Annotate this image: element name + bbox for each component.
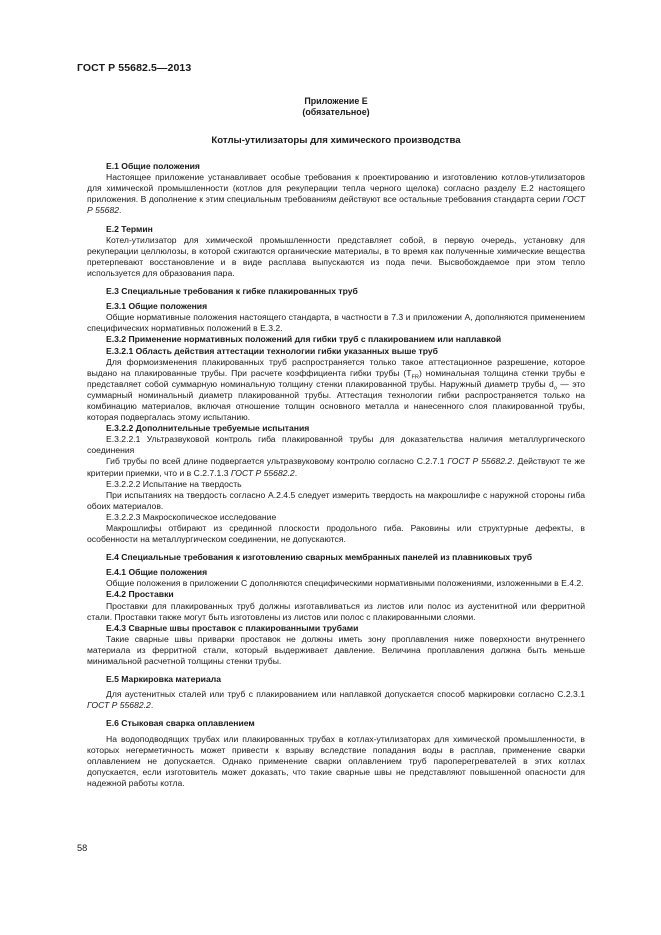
section-heading-e4: Е.4 Специальные требования к изготовлению сварных мембранных панелей из плавниковых труб: [106, 552, 533, 563]
section-heading-e1: Е.1 Общие положения: [106, 161, 200, 172]
subsection-heading-e3-2-1: Е.3.2.1 Область действия аттестации технологии гибки указанных выше труб: [106, 345, 438, 356]
paragraph-e3-2-2-2: При испытаниях на твердость согласно А.2.4.5 следует измерить твердость на макрошлифе с наружной стороны гиба обоих материалов.: [87, 489, 585, 511]
appendix-label: Приложение Е: [304, 96, 368, 106]
document-header: ГОСТ Р 55682.5—2013: [77, 62, 192, 74]
section-heading-e5: Е.5 Маркировка материала: [106, 674, 221, 685]
subsection-heading-e3-2-2: Е.3.2.2 Дополнительные требуемые испытания: [106, 423, 310, 434]
paragraph-e5: Для аустенитных сталей или труб с плакированием или наплавкой допускается способ маркировки согласно С.2.3.1 ГОСТ Р 55682.2.: [87, 689, 585, 711]
paragraph-e3-2-1: Для формоизменения плакированных труб распространяется только такое аттестационное разрешение, которое выдано на плакированные трубы. При расчете коэффициента гибки трубы $(T_{FR})$ номинальная толщина стенки трубы e представляет собой суммарную номинальную толщину стенки плакированной трубы. Наружный диаметр трубы $d_o$ — это суммарный номинальный диаметр плакированной трубы. Аттестация технологии гибки распространяется только на комбинацию материалов, включая отношение толщин основного металла и нанесенного слоя плакированной трубы, которая подвергалась этому испытанию.: [87, 356, 586, 423]
paragraph-e4-3: Такие сварные швы приварки проставок не должны иметь зону проплавления ниже поверхности внутреннего материала из ферритной стали, который выдерживает давление. Величина проплавления должна быть меньше минимальной расчетной толщины стенки трубы.: [87, 633, 585, 667]
paragraph-e3-2-2-1: Гиб трубы по всей длине подвергается ультразвуковому контролю согласно С.2.7.1 ГОСТ Р 55682.2. Действуют те же критерии приемки, что и в С.2.7.1.3 ГОСТ Р 55682.2.: [87, 456, 585, 478]
page-title: Котлы-утилизаторы для химического производства: [211, 135, 461, 147]
page-content: [87, 82, 585, 789]
page-number: 58: [77, 843, 88, 853]
subsection-heading-e4-1: Е.4.1 Общие положения: [106, 567, 208, 578]
standard-reference: ГОСТ Р 55682: [87, 194, 585, 216]
paragraph-e1: Настоящее приложение устанавливает особые требования к проектированию и изготовлению котлов-утилизаторов для химической промышленности (котлов для рекуперации тепла черного щелока) согласно разделу Е.2 настоящего приложения. В дополнение к этим специальным требованиям действуют все остальные требования стандарта серии ГОСТ Р 55682.: [87, 172, 585, 216]
paragraph-e4-1: Общие положения в приложении С дополняются специфическими нормативными положениями, изложенными в Е.4.2.: [106, 578, 584, 589]
section-heading-e6: Е.6 Стыковая сварка оплавлением: [106, 718, 255, 729]
section-heading-e2: Е.2 Термин: [106, 223, 153, 234]
subsection-heading-e4-3: Е.4.3 Сварные швы проставок с плакированными трубами: [106, 622, 359, 633]
paragraph-e6: На водоподводящих трубах или плакированных трубах в котлах-утилизаторах для химической промышленности, в которых негерметичность может привести к взрыву вследствие попадания воды в расплав, применение сварки оплавлением не допускается. Однако применение сварки оплавлением труб пароперегревателей в этих котлах допускается, если изготовитель может доказать, что такие сварные швы не представляют повышенной опасности для надежной работы котла.: [87, 733, 585, 788]
paragraph-e4-2: Проставки для плакированных труб должны изготавливаться из листов или полос из аустенитной или ферритной стали. Проставки также могут быть изготовлены из листов или полос с плакированными слоями.: [87, 600, 585, 622]
clause-label-e3-2-2-2: Е.3.2.2.2 Испытание на твердость: [106, 478, 242, 489]
subsection-heading-e3-1: Е.3.1 Общие положения: [106, 301, 208, 312]
paragraph-e3-1: Общие нормативные положения настоящего стандарта, в частности в 7.3 и приложении А, дополняются применением специфических нормативных положений в Е.3.2.: [87, 312, 585, 334]
clause-label-e3-2-2-3: Е.3.2.2.3 Макроскопическое исследование: [106, 511, 277, 522]
paragraph-e3-2-2-3: Макрошлифы отбирают из срединной плоскости продольного гиба. Раковины или структурные дефекты, в особенности на металлургическом соединении, не допускаются.: [87, 523, 585, 545]
subsection-heading-e3-2: Е.3.2 Применение нормативных положений для гибки труб с плакированием или наплавкой: [106, 334, 502, 345]
section-heading-e3: Е.3 Специальные требования к гибке плакированных труб: [106, 286, 358, 297]
clause-label-e3-2-2-1: Е.3.2.2.1 Ультразвуковой контроль гиба плакированной трубы для доказательства наличия металлургического соединения: [87, 434, 585, 456]
subsection-heading-e4-2: Е.4.2 Проставки: [106, 589, 174, 600]
appendix-status: (обязательное): [302, 107, 370, 117]
paragraph-e2: Котел-утилизатор для химической промышленности представляет собой, в первую очередь, установку для рекуперации целлюлозы, в которой сжигаются органические материалы, в то время как полученные химические вещества претерпевают восстановление и в виде расплава выпускаются из пода печи. Высвобождаемое при этом тепло используется для образования пара.: [87, 234, 585, 278]
